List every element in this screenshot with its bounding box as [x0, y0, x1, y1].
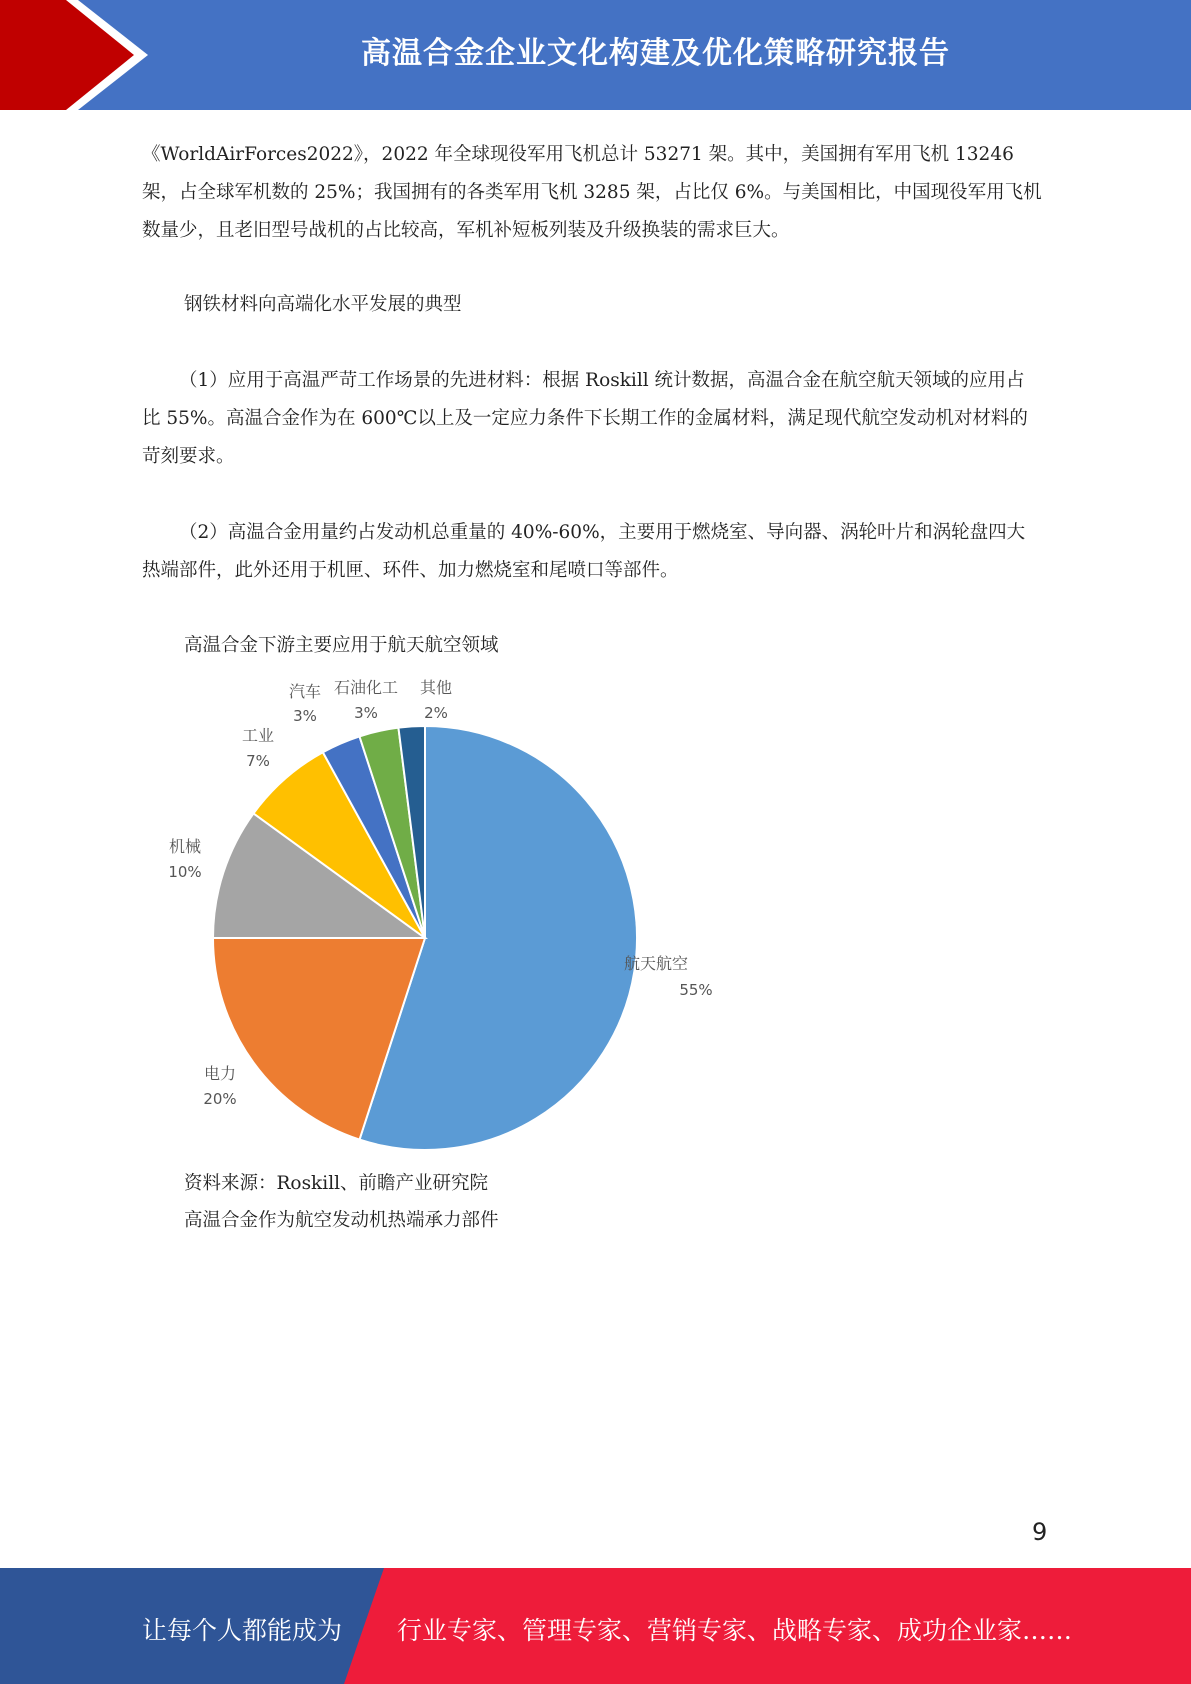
slice-label-petrochemical: 石油化工	[333, 678, 399, 697]
section-heading: 钢铁材料向高端化水平发展的典型	[184, 294, 462, 315]
footer-slogan-right: 行业专家、管理专家、营销专家、战略专家、成功企业家……	[397, 1616, 1073, 1645]
slice-value-automotive: 3%	[293, 707, 317, 725]
slice-value-power: 20%	[203, 1090, 237, 1108]
pie-slices	[213, 726, 637, 1150]
slice-value-other: 2%	[424, 704, 448, 722]
slice-value-machinery: 10%	[168, 863, 202, 881]
page-header	[0, 0, 1191, 110]
slice-label-automotive: 汽车	[288, 682, 322, 701]
page-number: 9	[1032, 1518, 1048, 1546]
footer-slogan-left: 让每个人都能成为	[142, 1616, 343, 1645]
slice-label-power: 电力	[203, 1064, 237, 1083]
slice-label-machinery: 机械	[168, 837, 202, 856]
source-note: 资料来源：Roskill、前瞻产业研究院	[184, 1173, 489, 1194]
next-figure-caption: 高温合金作为航空发动机热端承力部件	[184, 1210, 499, 1231]
report-title: 高温合金企业文化构建及优化策略研究报告	[361, 36, 950, 71]
slice-value-petrochemical: 3%	[354, 704, 378, 722]
paragraph-engine-usage: （2）高温合金用量约占发动机总重量的 40%-60%，主要用于燃烧室、导向器、涡轮叶片和涡轮盘四大热端部件，此外还用于机匣、环件、加力燃烧室和尾喷口等部件。	[142, 522, 1026, 581]
paragraph-military-aircraft: 《WorldAirForces2022》，2022 年全球现役军用飞机总计 53271 架。其中，美国拥有军用飞机 13246 架，占全球军机数的 25%；我国拥有的各类军用飞机 3285 架，占比仅 6%。与美国相比，中国现役军用飞机数量少，且老旧型号战机的占比较高，军机补短板列装及升级换装的需求巨大。	[142, 144, 1042, 241]
slice-value-aerospace: 55%	[679, 981, 713, 999]
chart-caption: 高温合金下游主要应用于航天航空领域	[184, 635, 499, 656]
slice-value-industry: 7%	[246, 752, 270, 770]
slice-label-industry: 工业	[241, 726, 275, 745]
pie-chart	[140, 665, 780, 1165]
paragraph-advanced-material: （1）应用于高温严苛工作场景的先进材料：根据 Roskill 统计数据，高温合金在航空航天领域的应用占比 55%。高温合金作为在 600℃以上及一定应力条件下长期工作的金属材料，满足现代航空发动机对材料的苛刻要求。	[142, 370, 1028, 467]
slice-label-aerospace: 航天航空	[623, 954, 689, 973]
slice-label-other: 其他	[419, 678, 453, 697]
